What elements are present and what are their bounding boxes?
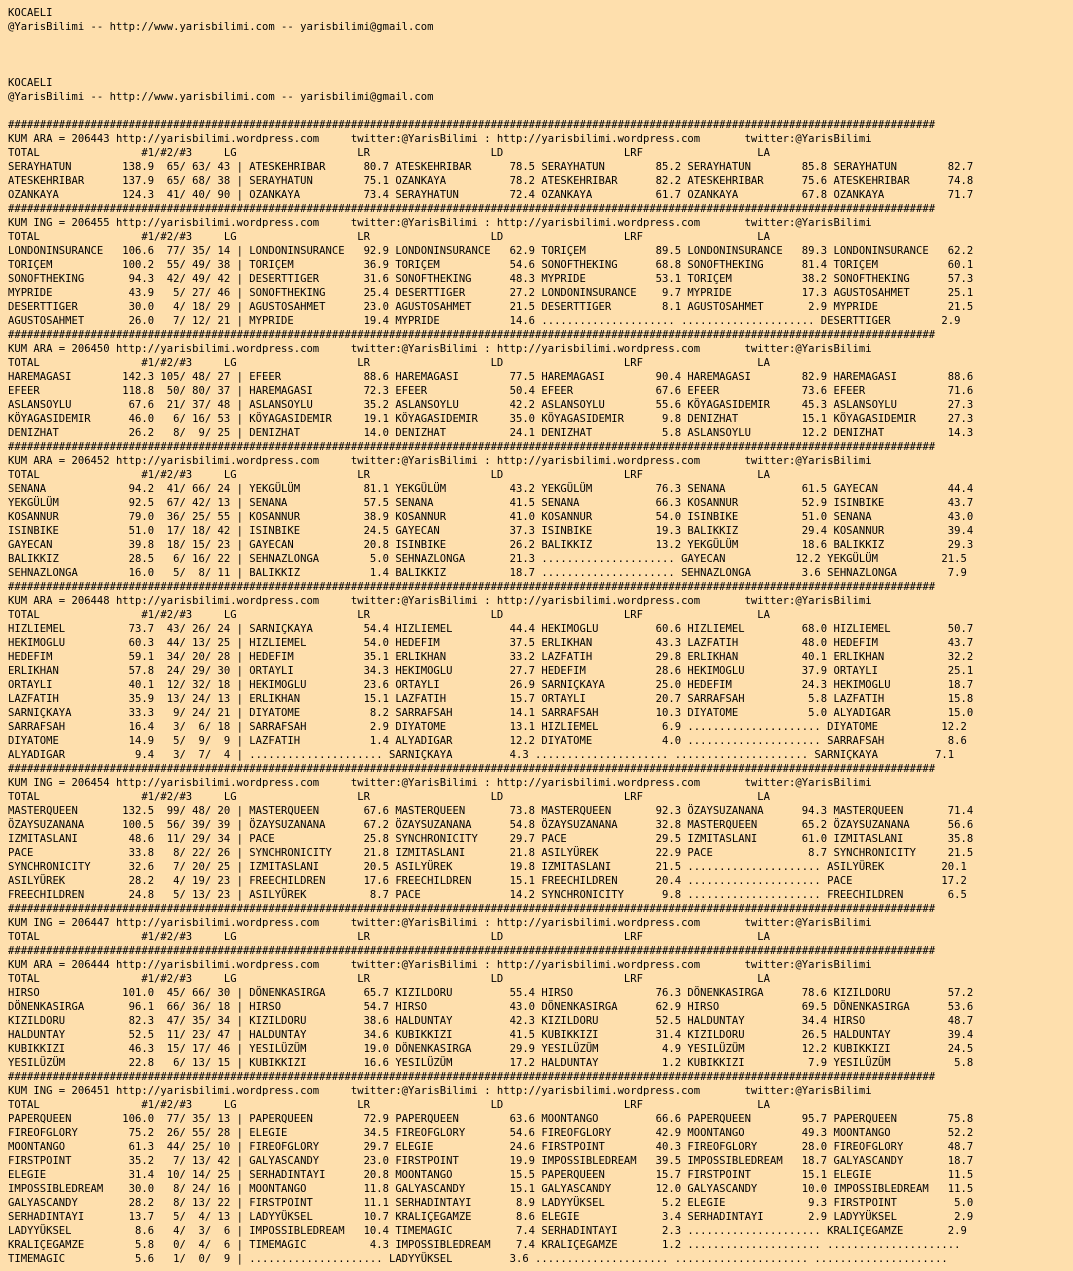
column-header: TOTAL #1/#2/#3 LG LR LD LRF LA <box>8 469 770 481</box>
blank-line <box>8 62 973 76</box>
horse-row: FREECHILDREN 24.8 5/ 13/ 23 | ASILYÜREK 8.7 PACE 14.2 SYNCHRONICITY 9.8 ..................... FREECHILDREN 6.5 <box>8 889 967 901</box>
horse-row: KIZILDORU 82.3 47/ 35/ 34 | KIZILDORU 38.6 HALDUNTAY 42.3 KIZILDORU 52.5 HALDUNTAY 34.4 HIRSO 48.7 <box>8 1015 974 1027</box>
horse-row: MASTERQUEEN 132.5 99/ 48/ 20 | MASTERQUEEN 67.6 MASTERQUEEN 73.8 MASTERQUEEN 92.3 ÖZAYSUZANANA 94.3 MASTERQUEEN 71.4 <box>8 805 974 817</box>
horse-row: LONDONINSURANCE 106.6 77/ 35/ 14 | LONDONINSURANCE 92.9 LONDONINSURANCE 62.9 TORIÇEM 89.5 LONDONINSURANCE 89.3 LONDONINSURANCE 62.2 <box>8 245 974 257</box>
horse-row: SEHNAZLONGA 16.0 5/ 8/ 11 | BALIKKIZ 1.4 BALIKKIZ 18.7 ..................... SEHNAZLONGA 3.6 SEHNAZLONGA 7.9 <box>8 567 967 579</box>
horse-row: LAZFATIH 35.9 13/ 24/ 13 | ERLIKHAN 15.1 LAZFATIH 15.7 ORTAYLI 20.7 SARRAFSAH 5.8 LAZFATIH 15.8 <box>8 693 974 705</box>
horse-row: KRALIÇEGAMZE 5.8 0/ 4/ 6 | TIMEMAGIC 4.3 IMPOSSIBLEDREAM 7.4 KRALIÇEGAMZE 1.2 ..................... ..................... <box>8 1239 961 1251</box>
horse-row: SERAYHATUN 138.9 65/ 63/ 43 | ATESKEHRIBAR 80.7 ATESKEHRIBAR 78.5 SERAYHATUN 85.2 SERAYHATUN 85.8 SERAYHATUN 82.7 <box>8 161 974 173</box>
horse-row: DESERTTIGER 30.0 4/ 18/ 29 | AGUSTOSAHMET 23.0 AGUSTOSAHMET 21.5 DESERTTIGER 8.1 AGUSTOSAHMET 2.9 MYPRIDE 21.5 <box>8 301 974 313</box>
horse-row: ISINBIKE 51.0 17/ 18/ 42 | ISINBIKE 24.5 GAYECAN 37.3 ISINBIKE 19.3 BALIKKIZ 29.4 KOSANNUR 39.4 <box>8 525 974 537</box>
horse-row: YESILÜZÜM 22.8 6/ 13/ 15 | KUBIKKIZI 16.6 YESILÜZÜM 17.2 HALDUNTAY 1.2 KUBIKKIZI 7.9 YESILÜZÜM 5.8 <box>8 1057 974 1069</box>
race-header: KUM ARA = 206452 http://yarisbilimi.wordpress.com twitter:@YarisBilimi : http://yarisbilimi.wordpress.com twitter:@YarisBilimi <box>8 455 872 467</box>
horse-row: FIREOFGLORY 75.2 26/ 55/ 28 | ELEGIE 34.5 FIREOFGLORY 54.6 FIREOFGLORY 42.9 MOONTANGO 49.3 MOONTANGO 52.2 <box>8 1127 974 1139</box>
horse-row: DENIZHAT 26.2 8/ 9/ 25 | DENIZHAT 14.0 DENIZHAT 24.1 DENIZHAT 5.8 ASLANSOYLU 12.2 DENIZHAT 14.3 <box>8 427 974 439</box>
horse-row: AGUSTOSAHMET 26.0 7/ 12/ 21 | MYPRIDE 19.4 MYPRIDE 14.6 ..................... ..................... DESERTTIGER 2.9 <box>8 315 961 327</box>
horse-row: TORIÇEM 100.2 55/ 49/ 38 | TORIÇEM 36.9 TORIÇEM 54.6 SONOFTHEKING 68.8 SONOFTHEKING 81.4 TORIÇEM 60.1 <box>8 259 974 271</box>
column-header: TOTAL #1/#2/#3 LG LR LD LRF LA <box>8 931 770 943</box>
contact-line: @YarisBilimi -- http://www.yarisbilimi.com -- yarisbilimi@gmail.com <box>8 21 434 33</box>
horse-row: ATESKEHRIBAR 137.9 65/ 68/ 38 | SERAYHATUN 75.1 OZANKAYA 78.2 ATESKEHRIBAR 82.2 ATESKEHRIBAR 75.6 ATESKEHRIBAR 74.8 <box>8 175 974 187</box>
horse-row: EFEER 118.8 50/ 80/ 37 | HAREMAGASI 72.3 EFEER 50.4 EFEER 67.6 EFEER 73.6 EFEER 71.6 <box>8 385 974 397</box>
horse-row: SYNCHRONICITY 32.6 7/ 20/ 25 | IZMITASLANI 20.5 ASILYÜREK 19.8 IZMITASLANI 21.5 ..................... ASILYÜREK 20.1 <box>8 861 967 873</box>
column-header: TOTAL #1/#2/#3 LG LR LD LRF LA <box>8 231 770 243</box>
horse-row: HALDUNTAY 52.5 11/ 23/ 47 | HALDUNTAY 34.6 KUBIKKIZI 41.5 KUBIKKIZI 31.4 KIZILDORU 26.5 HALDUNTAY 39.4 <box>8 1029 974 1041</box>
horse-row: KOSANNUR 79.0 36/ 25/ 55 | KOSANNUR 38.9 KOSANNUR 41.0 KOSANNUR 54.0 ISINBIKE 51.0 SENANA 43.0 <box>8 511 974 523</box>
horse-row: KUBIKKIZI 46.3 15/ 17/ 46 | YESILÜZÜM 19.0 DÖNENKASIRGA 29.9 YESILÜZÜM 4.9 YESILÜZÜM 12.2 KUBIKKIZI 24.5 <box>8 1043 974 1055</box>
horse-row: MOONTANGO 61.3 44/ 25/ 10 | FIREOFGLORY 29.7 ELEGIE 24.6 FIRSTPOINT 40.3 FIREOFGLORY 28.0 FIREOFGLORY 48.7 <box>8 1141 974 1153</box>
section-separator: ################################################################################################################################################## <box>8 903 936 915</box>
race-header: KUM ING = 206454 http://yarisbilimi.wordpress.com twitter:@YarisBilimi : http://yarisbilimi.wordpress.com twitter:@YarisBilimi <box>8 777 872 789</box>
horse-row: MYPRIDE 43.9 5/ 27/ 46 | SONOFTHEKING 25.4 DESERTTIGER 27.2 LONDONINSURANCE 9.7 MYPRIDE 17.3 AGUSTOSAHMET 25.1 <box>8 287 974 299</box>
horse-row: ÖZAYSUZANANA 100.5 56/ 39/ 39 | ÖZAYSUZANANA 67.2 ÖZAYSUZANANA 54.8 ÖZAYSUZANANA 32.8 MASTERQUEEN 65.2 ÖZAYSUZANANA 56.6 <box>8 819 974 831</box>
column-header: TOTAL #1/#2/#3 LG LR LD LRF LA <box>8 357 770 369</box>
horse-row: HEDEFIM 59.1 34/ 20/ 28 | HEDEFIM 35.1 ERLIKHAN 33.2 LAZFATIH 29.8 ERLIKHAN 40.1 ERLIKHAN 32.2 <box>8 651 974 663</box>
column-header: TOTAL #1/#2/#3 LG LR LD LRF LA <box>8 791 770 803</box>
horse-row: SENANA 94.2 41/ 66/ 24 | YEKGÜLÜM 81.1 YEKGÜLÜM 43.2 YEKGÜLÜM 76.3 SENANA 61.5 GAYECAN 44.4 <box>8 483 974 495</box>
blank-line <box>8 48 973 62</box>
horse-row: ALYADIGAR 9.4 3/ 7/ 4 | ..................... SARNIÇKAYA 4.3 ..................... ..................... SARNIÇKAYA 7.1 <box>8 749 955 761</box>
race-header: KUM ING = 206451 http://yarisbilimi.wordpress.com twitter:@YarisBilimi : http://yarisbilimi.wordpress.com twitter:@YarisBilimi <box>8 1085 872 1097</box>
column-header: TOTAL #1/#2/#3 LG LR LD LRF LA <box>8 1099 770 1111</box>
horse-row: ASLANSOYLU 67.6 21/ 37/ 48 | ASLANSOYLU 35.2 ASLANSOYLU 42.2 ASLANSOYLU 55.6 KÖYAGASIDEMIR 45.3 ASLANSOYLU 27.3 <box>8 399 974 411</box>
horse-row: PAPERQUEEN 106.0 77/ 35/ 13 | PAPERQUEEN 72.9 PAPERQUEEN 63.6 MOONTANGO 66.6 PAPERQUEEN 95.7 PAPERQUEEN 75.8 <box>8 1113 974 1125</box>
horse-row: ELEGIE 31.4 10/ 14/ 25 | SERHADINTAYI 20.8 MOONTANGO 15.5 PAPERQUEEN 15.7 FIRSTPOINT 15.1 ELEGIE 11.5 <box>8 1169 974 1181</box>
horse-row: GALYASCANDY 28.2 8/ 13/ 22 | FIRSTPOINT 11.1 SERHADINTAYI 8.9 LADYYÜKSEL 5.2 ELEGIE 9.3 FIRSTPOINT 5.0 <box>8 1197 974 1209</box>
race-report-document <box>8 6 973 1266</box>
race-header: KUM ARA = 206450 http://yarisbilimi.wordpress.com twitter:@YarisBilimi : http://yarisbilimi.wordpress.com twitter:@YarisBilimi <box>8 343 872 355</box>
race-header: KUM ARA = 206443 http://yarisbilimi.wordpress.com twitter:@YarisBilimi : http://yarisbilimi.wordpress.com twitter:@YarisBilimi <box>8 133 872 145</box>
horse-row: ERLIKHAN 57.8 24/ 29/ 30 | ORTAYLI 34.3 HEKIMOGLU 27.7 HEDEFIM 28.6 HEKIMOGLU 37.9 ORTAYLI 25.1 <box>8 665 974 677</box>
horse-row: IZMITASLANI 48.6 11/ 29/ 34 | PACE 25.8 SYNCHRONICITY 29.7 PACE 29.5 IZMITASLANI 61.0 IZMITASLANI 35.8 <box>8 833 974 845</box>
race-header: KUM ING = 206455 http://yarisbilimi.wordpress.com twitter:@YarisBilimi : http://yarisbilimi.wordpress.com twitter:@YarisBilimi <box>8 217 872 229</box>
horse-row: TIMEMAGIC 5.6 1/ 0/ 9 | ..................... LADYYÜKSEL 3.6 ..................... ..................... ..................... <box>8 1253 948 1265</box>
horse-row: PACE 33.8 8/ 22/ 26 | SYNCHRONICITY 21.8 IZMITASLANI 21.8 ASILYÜREK 22.9 PACE 8.7 SYNCHRONICITY 21.5 <box>8 847 974 859</box>
contact-line: @YarisBilimi -- http://www.yarisbilimi.com -- yarisbilimi@gmail.com <box>8 91 434 103</box>
race-header: KUM ING = 206447 http://yarisbilimi.wordpress.com twitter:@YarisBilimi : http://yarisbilimi.wordpress.com twitter:@YarisBilimi <box>8 917 872 929</box>
section-separator: ################################################################################################################################################## <box>8 441 936 453</box>
horse-row: SERHADINTAYI 13.7 5/ 4/ 13 | LADYYÜKSEL 10.7 KRALIÇEGAMZE 8.6 ELEGIE 3.4 SERHADINTAYI 2.9 LADYYÜKSEL 2.9 <box>8 1211 974 1223</box>
horse-row: SONOFTHEKING 94.3 42/ 49/ 42 | DESERTTIGER 31.6 SONOFTHEKING 48.3 MYPRIDE 53.1 TORIÇEM 38.2 SONOFTHEKING 57.3 <box>8 273 974 285</box>
horse-row: HIZLIEMEL 73.7 43/ 26/ 24 | SARNIÇKAYA 54.4 HIZLIEMEL 44.4 HEKIMOGLU 60.6 HIZLIEMEL 68.0 HIZLIEMEL 50.7 <box>8 623 974 635</box>
city-title: KOCAELI <box>8 77 53 89</box>
section-separator: ################################################################################################################################################## <box>8 945 936 957</box>
section-separator: ################################################################################################################################################## <box>8 763 936 775</box>
column-header: TOTAL #1/#2/#3 LG LR LD LRF LA <box>8 147 770 159</box>
horse-row: SARRAFSAH 16.4 3/ 6/ 18 | SARRAFSAH 2.9 DIYATOME 13.1 HIZLIEMEL 6.9 ..................... DIYATOME 12.2 <box>8 721 967 733</box>
section-separator: ################################################################################################################################################## <box>8 581 936 593</box>
horse-row: YEKGÜLÜM 92.5 67/ 42/ 13 | SENANA 57.5 SENANA 41.5 SENANA 66.3 KOSANNUR 52.9 ISINBIKE 43.7 <box>8 497 974 509</box>
blank-line <box>8 34 973 48</box>
horse-row: LADYYÜKSEL 8.6 4/ 3/ 6 | IMPOSSIBLEDREAM 10.4 TIMEMAGIC 7.4 SERHADINTAYI 2.3 ..................... KRALIÇEGAMZE 2.9 <box>8 1225 967 1237</box>
horse-row: FIRSTPOINT 35.2 7/ 13/ 42 | GALYASCANDY 23.0 FIRSTPOINT 19.9 IMPOSSIBLEDREAM 39.5 IMPOSSIBLEDREAM 18.7 GALYASCANDY 18.7 <box>8 1155 974 1167</box>
section-separator: ################################################################################################################################################## <box>8 203 936 215</box>
horse-row: GAYECAN 39.8 18/ 15/ 23 | GAYECAN 20.8 ISINBIKE 26.2 BALIKKIZ 13.2 YEKGÜLÜM 18.6 BALIKKIZ 29.3 <box>8 539 974 551</box>
horse-row: ASILYÜREK 28.2 4/ 19/ 23 | FREECHILDREN 17.6 FREECHILDREN 15.1 FREECHILDREN 20.4 ..................... PACE 17.2 <box>8 875 967 887</box>
horse-row: KÖYAGASIDEMIR 46.0 6/ 16/ 53 | KÖYAGASIDEMIR 19.1 KÖYAGASIDEMIR 35.0 KÖYAGASIDEMIR 9.8 DENIZHAT 15.1 KÖYAGASIDEMIR 27.3 <box>8 413 974 425</box>
race-header: KUM ARA = 206444 http://yarisbilimi.wordpress.com twitter:@YarisBilimi : http://yarisbilimi.wordpress.com twitter:@YarisBilimi <box>8 959 872 971</box>
race-header: KUM ARA = 206448 http://yarisbilimi.wordpress.com twitter:@YarisBilimi : http://yarisbilimi.wordpress.com twitter:@YarisBilimi <box>8 595 872 607</box>
horse-row: OZANKAYA 124.3 41/ 40/ 90 | OZANKAYA 73.4 SERAYHATUN 72.4 OZANKAYA 61.7 OZANKAYA 67.8 OZANKAYA 71.7 <box>8 189 974 201</box>
section-separator: ################################################################################################################################################## <box>8 329 936 341</box>
horse-row: HAREMAGASI 142.3 105/ 48/ 27 | EFEER 88.6 HAREMAGASI 77.5 HAREMAGASI 90.4 HAREMAGASI 82.9 HAREMAGASI 88.6 <box>8 371 974 383</box>
blank-line <box>8 104 973 118</box>
horse-row: DÖNENKASIRGA 96.1 66/ 36/ 18 | HIRSO 54.7 HIRSO 43.0 DÖNENKASIRGA 62.9 HIRSO 69.5 DÖNENKASIRGA 53.6 <box>8 1001 974 1013</box>
horse-row: HEKIMOGLU 60.3 44/ 13/ 25 | HIZLIEMEL 54.0 HEDEFIM 37.5 ERLIKHAN 43.3 LAZFATIH 48.0 HEDEFIM 43.7 <box>8 637 974 649</box>
city-title: KOCAELI <box>8 7 53 19</box>
column-header: TOTAL #1/#2/#3 LG LR LD LRF LA <box>8 609 770 621</box>
horse-row: HIRSO 101.0 45/ 66/ 30 | DÖNENKASIRGA 65.7 KIZILDORU 55.4 HIRSO 76.3 DÖNENKASIRGA 78.6 KIZILDORU 57.2 <box>8 987 974 999</box>
horse-row: SARNIÇKAYA 33.3 9/ 24/ 21 | DIYATOME 8.2 SARRAFSAH 14.1 SARRAFSAH 10.3 DIYATOME 5.0 ALYADIGAR 15.0 <box>8 707 974 719</box>
horse-row: BALIKKIZ 28.5 6/ 16/ 22 | SEHNAZLONGA 5.0 SEHNAZLONGA 21.3 ..................... GAYECAN 12.2 YEKGÜLÜM 21.5 <box>8 553 967 565</box>
section-separator: ################################################################################################################################################## <box>8 1071 936 1083</box>
column-header: TOTAL #1/#2/#3 LG LR LD LRF LA <box>8 973 770 985</box>
horse-row: ORTAYLI 40.1 12/ 32/ 18 | HEKIMOGLU 23.6 ORTAYLI 26.9 SARNIÇKAYA 25.0 HEDEFIM 24.3 HEKIMOGLU 18.7 <box>8 679 974 691</box>
horse-row: DIYATOME 14.9 5/ 9/ 9 | LAZFATIH 1.4 ALYADIGAR 12.2 DIYATOME 4.0 ..................... SARRAFSAH 8.6 <box>8 735 967 747</box>
section-separator: ################################################################################################################################################## <box>8 119 936 131</box>
horse-row: IMPOSSIBLEDREAM 30.0 8/ 24/ 16 | MOONTANGO 11.8 GALYASCANDY 15.1 GALYASCANDY 12.0 GALYASCANDY 10.0 IMPOSSIBLEDREAM 11.5 <box>8 1183 974 1195</box>
